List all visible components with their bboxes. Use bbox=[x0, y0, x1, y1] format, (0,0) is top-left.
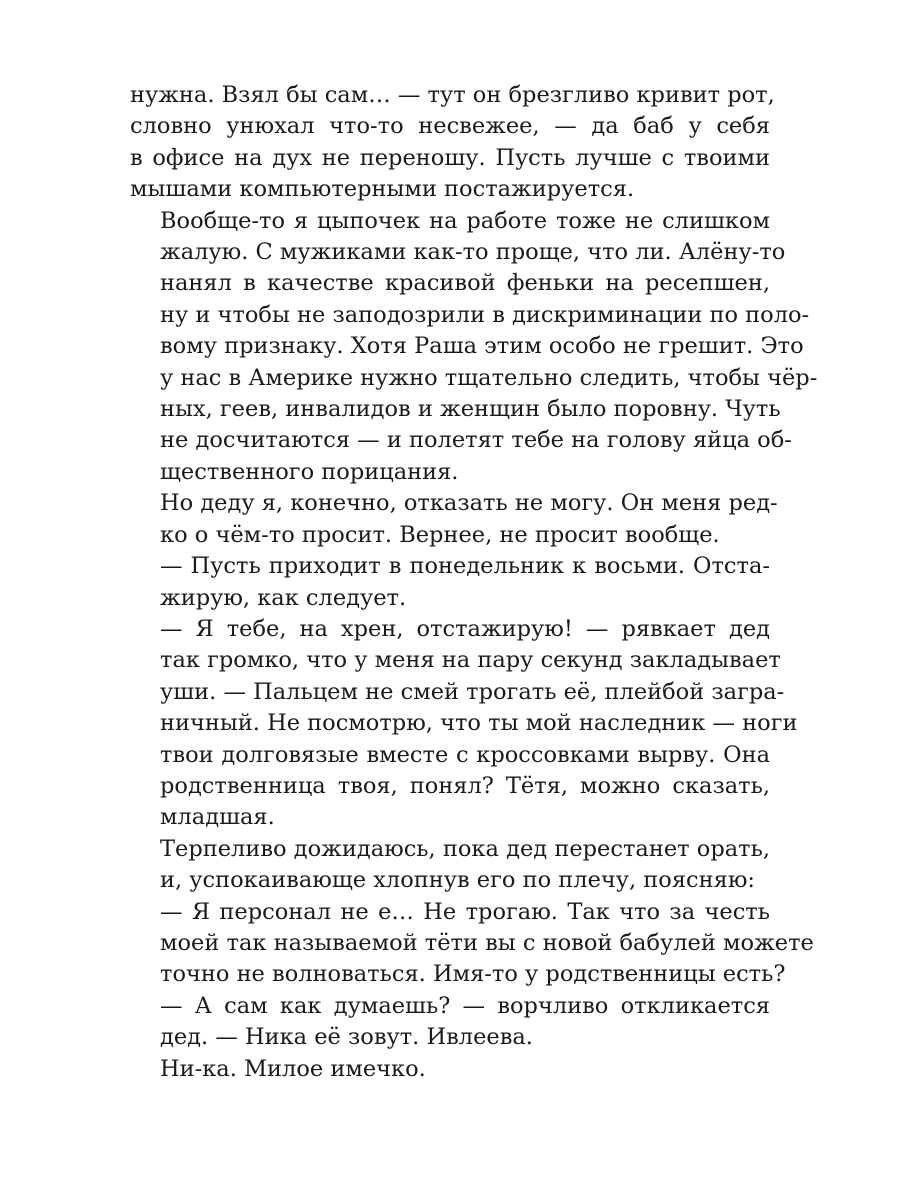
text-line: нанял в качестве красивой феньки на ресепшен, bbox=[160, 270, 770, 297]
text-line: вому признаку. Хотя Раша этим особо не грешит. Это bbox=[160, 333, 804, 360]
paragraph-1 bbox=[130, 80, 775, 206]
book-page bbox=[130, 80, 818, 1085]
paragraph-7 bbox=[130, 897, 814, 991]
text-line: не досчитаются — и полетят тебе на голову яйца об- bbox=[160, 427, 792, 454]
text-line: нужна. Взял бы сам… — тут он брезгливо кривит рот, bbox=[130, 82, 775, 108]
text-line: и, успокаивающе хлопнув его по плечу, поясняю: bbox=[160, 867, 756, 894]
text-line: ных, геев, инвалидов и женщин было поровну. Чуть bbox=[160, 396, 781, 423]
text-line: ничный. Не посмотрю, что ты мой наследник — ноги bbox=[160, 710, 798, 737]
text-line: мышами компьютерными постажируется. bbox=[130, 176, 635, 203]
text-line: жалую. С мужиками как-то проще, что ли. Алёну-то bbox=[160, 239, 786, 266]
text-line: так громко, что у меня на пару секунд закладывает bbox=[160, 647, 781, 674]
text-line: точно не волноваться. Имя-то у родственницы есть? bbox=[160, 961, 786, 988]
text-line: уши. — Пальцем не смей трогать её, плейбой загра- bbox=[160, 678, 785, 705]
text-line: Ни-ка. Милое имечко. bbox=[160, 1055, 426, 1082]
text-line: словно унюхал что-то несвежее, — да баб у себя bbox=[130, 113, 770, 140]
paragraph-5 bbox=[130, 614, 798, 834]
text-line: Но деду я, конечно, отказать не могу. Он меня ред- bbox=[160, 490, 778, 517]
text-line: ко о чём-то просит. Вернее, не просит вообще. bbox=[160, 521, 720, 548]
text-line: твои долговязые вместе с кроссовками вырву. Она bbox=[160, 741, 770, 768]
paragraph-6 bbox=[130, 834, 770, 897]
paragraph-2 bbox=[130, 206, 818, 489]
text-line: щественного порицания. bbox=[160, 458, 459, 485]
text-line: младшая. bbox=[160, 804, 275, 831]
text-line: родственница твоя, понял? Тётя, можно сказать, bbox=[160, 772, 770, 799]
text-line: в офисе на дух не переношу. Пусть лучше с твоими bbox=[130, 144, 770, 171]
text-line: моей так называемой тёти вы с новой бабулей можете bbox=[160, 929, 814, 956]
paragraph-8 bbox=[130, 991, 770, 1054]
text-line: жирую, как следует. bbox=[160, 584, 407, 611]
text-line: — Я тебе, на хрен, отстажирую! — рявкает дед bbox=[160, 615, 770, 642]
paragraph-3 bbox=[130, 488, 778, 551]
text-line: Терпеливо дожидаюсь, пока дед перестанет орать, bbox=[160, 835, 770, 862]
text-line: Вообще-то я цыпочек на работе тоже не слишком bbox=[160, 207, 770, 234]
text-line: ну и чтобы не заподозрили в дискриминации по поло- bbox=[160, 301, 810, 328]
text-line: дед. — Ника её зовут. Ивлеева. bbox=[160, 1024, 533, 1051]
text-line: — Пусть приходит в понедельник к восьми. Отста- bbox=[160, 553, 770, 580]
text-line: — Я персонал не е… Не трогаю. Так что за честь bbox=[160, 898, 770, 925]
text-line: у нас в Америке нужно тщательно следить, чтобы чёр- bbox=[160, 364, 818, 391]
text-line: — А сам как думаешь? — ворчливо откликается bbox=[160, 992, 770, 1019]
paragraph-4 bbox=[130, 551, 770, 614]
paragraph-9 bbox=[130, 1054, 770, 1085]
